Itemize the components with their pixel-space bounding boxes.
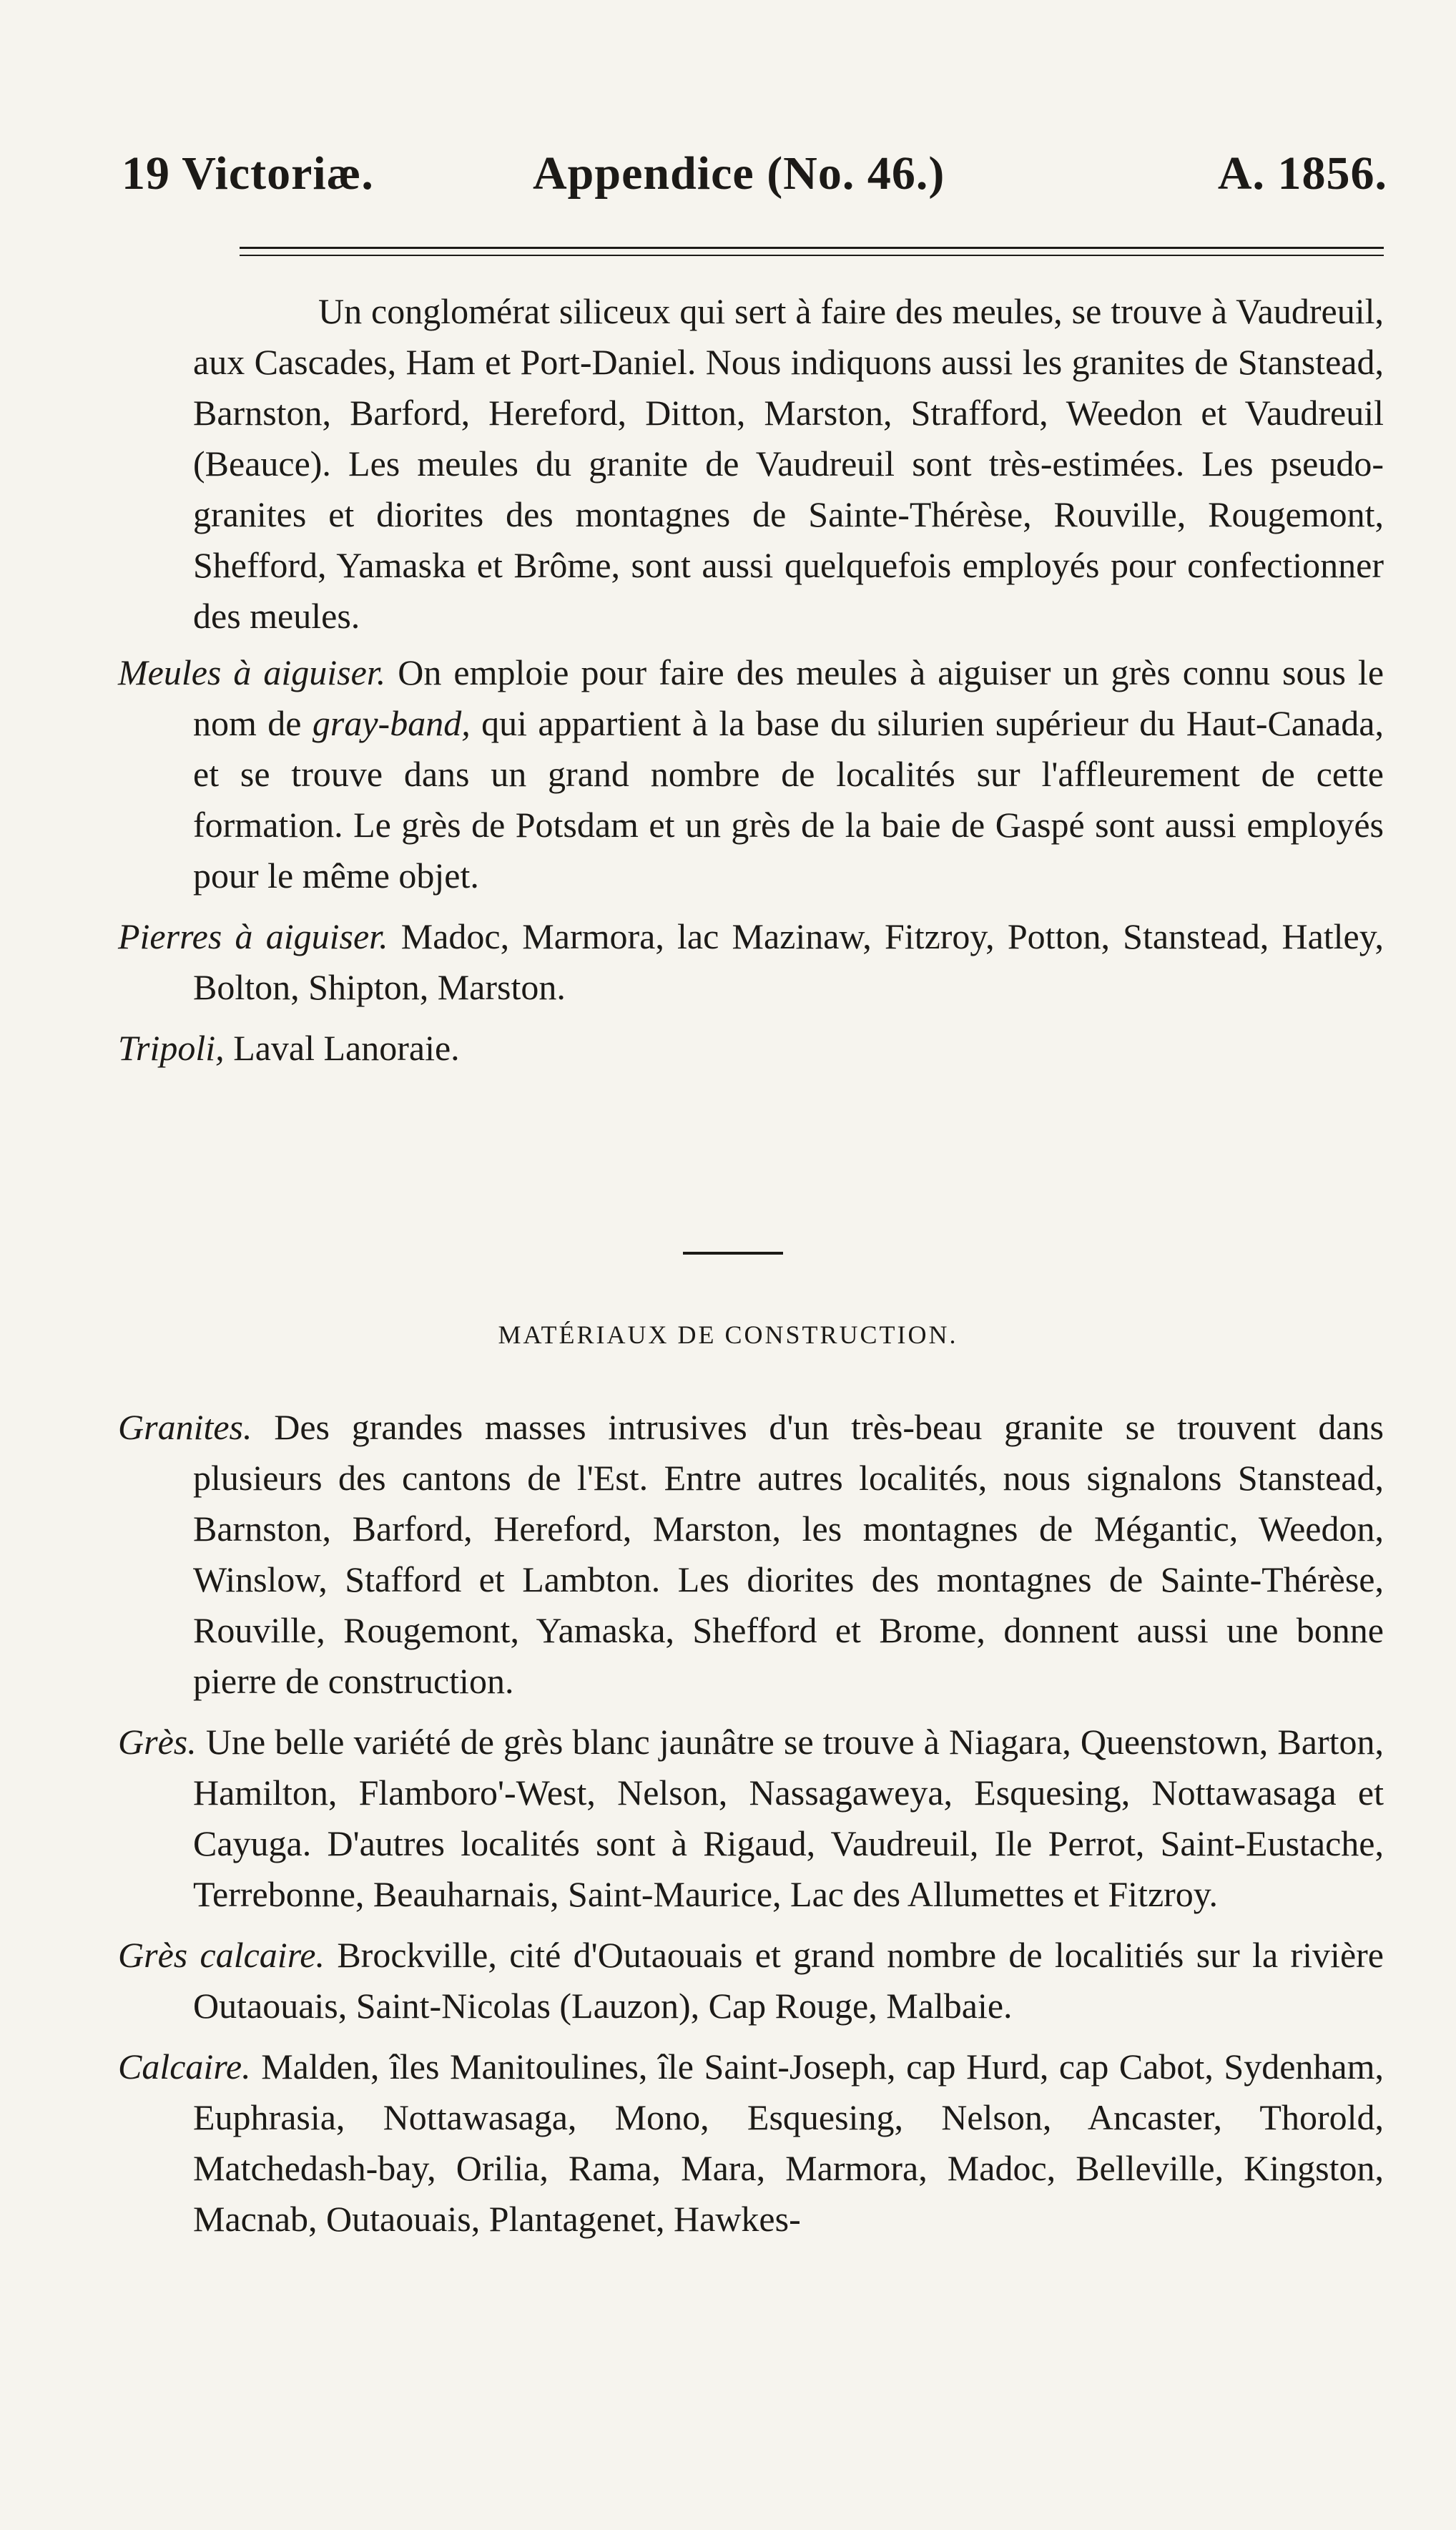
lower-text-block xyxy=(118,1402,1384,2245)
entry-emphasis: gray-band, xyxy=(312,703,471,743)
entry-lead: Granites. xyxy=(118,1407,252,1447)
entry-lead: Pierres à aiguiser. xyxy=(118,916,388,956)
entry-text: Laval Lanoraie. xyxy=(224,1028,460,1068)
entry-text: Une belle variété de grès blanc jaunâtre se trouve à Niagara, Queenstown, Barton, Hamilton, Flamboro'-West, Nelson, Nassagaweya, Esquesing, Nottawasaga et Cayuga. D'autres localités sont à Rigaud, Vaudreuil, Ile Perrot, Saint-Eustache, Terrebonne, Beauharnais, Saint-Maurice, Lac des Allumettes et Fitzroy. xyxy=(193,1722,1384,1914)
entry-lead: Meules à aiguiser. xyxy=(118,652,386,692)
header-rule-bottom xyxy=(240,255,1384,256)
intro-paragraph: Un conglomérat siliceux qui sert à faire des meules, se trouve à Vaudreuil, aux Cascades, Ham et Port-Daniel. Nous indiquons aussi les granites de Stanstead, Barnston, Barford, Hereford, Ditton, Marston, Strafford, Weedon et Vaudreuil (Beauce). Les meules du granite de Vaudreuil sont très-estimées. Les pseudo-granites et diorites des montagnes de Sainte-Thérèse, Rouville, Rougemont, Shefford, Yamaska et Brôme, sont aussi quelquefois employés pour confectionner des meules. xyxy=(193,291,1384,636)
entry-lead: Calcaire. xyxy=(118,2046,251,2087)
header-year: A. 1856. xyxy=(1217,147,1387,200)
page-header xyxy=(122,147,1387,211)
entry-granites xyxy=(118,1402,1384,1707)
entry-lead: Grès. xyxy=(118,1722,197,1762)
section-title: MATÉRIAUX DE CONSTRUCTION. xyxy=(498,1320,958,1349)
entry-text: Malden, îles Manitoulines, île Saint-Joseph, cap Hurd, cap Cabot, Sydenham, Euphrasia, Nottawasaga, Mono, Esquesing, Nelson, Ancaster, Thorold, Matchedash-bay, Orilia, Rama, Mara, Marmora, Madoc, Belleville, Kingston, Macnab, Outaouais, Plantagenet, Hawkes- xyxy=(193,2046,1384,2239)
entry-gres xyxy=(118,1717,1384,1920)
entry-text-continued: qui appartient à la base du silurien supérieur du Haut-Canada, et se trouve dans un grand nombre de localités sur l'affleurement de cette formation. Le grès de Potsdam et un grès de la baie de Gaspé sont aussi employés pour le même objet. xyxy=(193,703,1384,896)
entry-text: Des grandes masses intrusives d'un très-beau granite se trouvent dans plusieurs des cantons de l'Est. Entre autres localités, nous signalons Stanstead, Barnston, Barford, Hereford, Marston, les montagnes de Mégantic, Weedon, Winslow, Stafford et Lambton. Les diorites des montagnes de Sainte-Thérèse, Rouville, Rougemont, Yamaska, Shefford et Brome, donnent aussi une bonne pierre de construction. xyxy=(193,1407,1384,1701)
entry-meules-a-aiguiser xyxy=(118,647,1384,901)
entry-tripoli xyxy=(118,1023,1384,1074)
entry-pierres-a-aiguiser xyxy=(118,911,1384,1013)
header-session: 19 Victoriæ. xyxy=(122,147,374,200)
section-divider xyxy=(683,1252,783,1255)
entry-calcaire xyxy=(118,2041,1384,2245)
entry-text: Madoc, Marmora, lac Mazinaw, Fitzroy, Potton, Stanstead, Hatley, Bolton, Shipton, Marston. xyxy=(193,916,1384,1007)
upper-text-block xyxy=(118,286,1384,1074)
entry-lead: Grès calcaire. xyxy=(118,1935,325,1975)
header-rule-top xyxy=(240,247,1384,249)
entry-text: Brockville, cité d'Outaouais et grand nombre de localitiés sur la rivière Outaouais, Saint-Nicolas (Lauzon), Cap Rouge, Malbaie. xyxy=(193,1935,1384,2026)
entry-text: On emploie pour faire des meules à aiguiser un grès connu sous le nom de xyxy=(193,652,1384,743)
entry-gres-calcaire xyxy=(118,1930,1384,2031)
header-appendix: Appendice (No. 46.) xyxy=(533,147,945,200)
entry-lead: Tripoli, xyxy=(118,1028,225,1068)
